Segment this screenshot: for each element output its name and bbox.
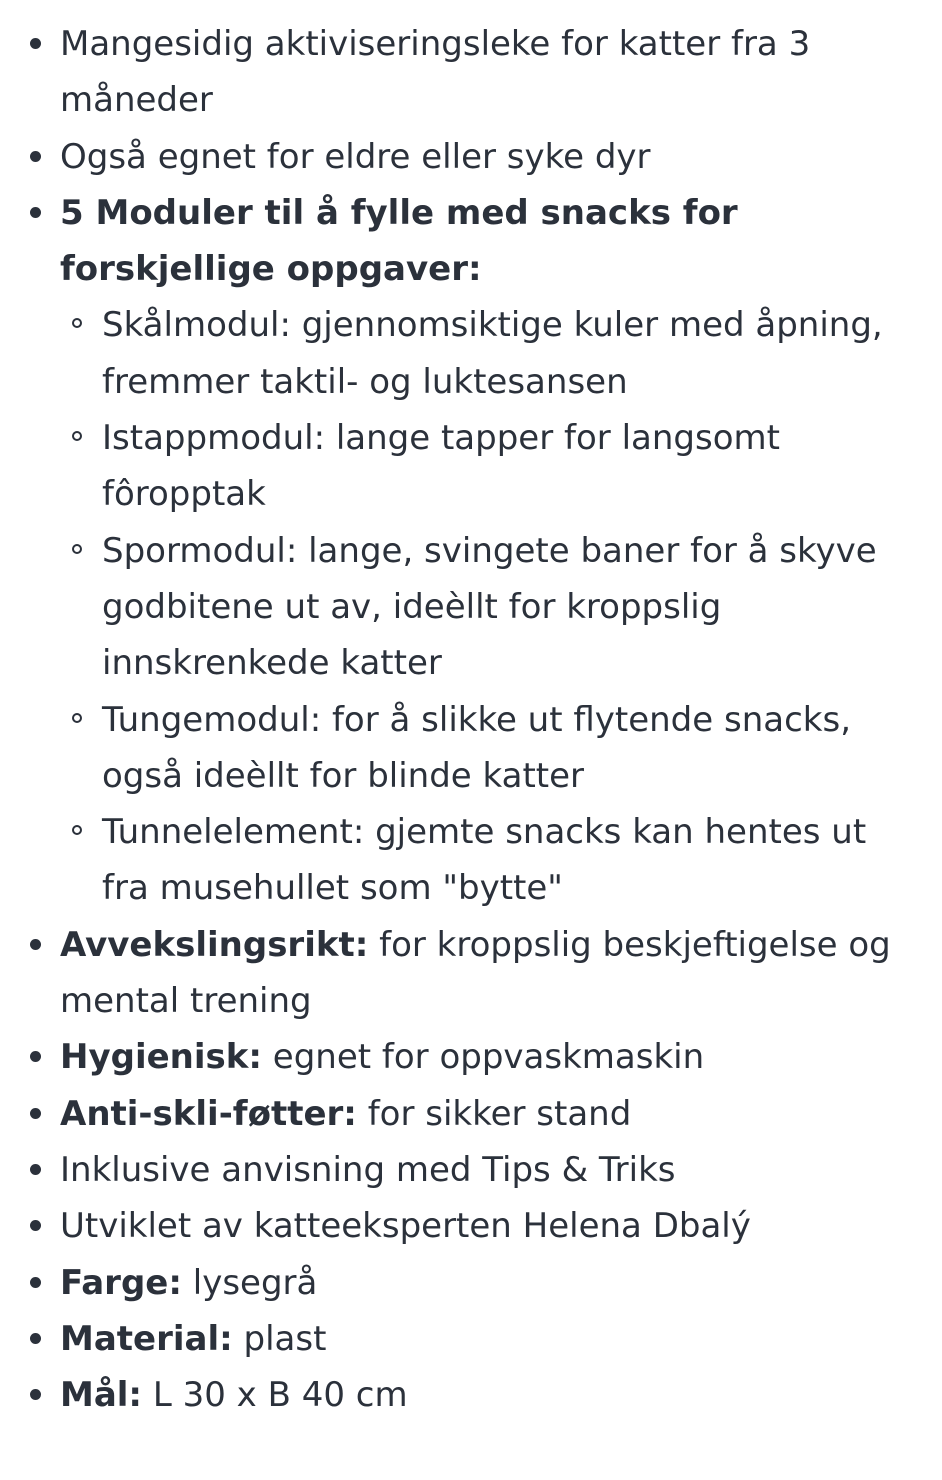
- list-item: [60, 1367, 900, 1423]
- list-item: [60, 129, 900, 185]
- list-item: [60, 1255, 900, 1311]
- list-item: [60, 917, 900, 1030]
- item-text: Inklusive anvisning med Tips & Triks: [60, 1149, 676, 1190]
- item-text: Også egnet for eldre eller syke dyr: [60, 136, 651, 177]
- module-item: Spormodul: lange, svingete baner for å skyve godbitene ut av, ideèllt for kroppslig innskrenkede katter: [102, 523, 900, 692]
- module-list: [60, 297, 900, 916]
- item-text: Utviklet av katteeksperten Helena Dbalý: [60, 1206, 751, 1247]
- list-item: [60, 185, 900, 917]
- item-label: Hygienisk:: [60, 1037, 262, 1078]
- module-item: Tunnelelement: gjemte snacks kan hentes ut fra musehullet som "bytte": [102, 804, 900, 917]
- item-label: 5 Moduler til å fylle med snacks for forskjellige oppgaver:: [60, 192, 738, 290]
- module-item: Istappmodul: lange tapper for langsomt fôropptak: [102, 410, 900, 523]
- item-label: Avvekslingsrikt:: [60, 924, 369, 965]
- list-item: [60, 1311, 900, 1367]
- item-text: L 30 x B 40 cm: [142, 1375, 408, 1416]
- item-text: plast: [232, 1318, 327, 1359]
- item-text: egnet for oppvaskmaskin: [261, 1037, 705, 1078]
- list-item: [60, 1198, 900, 1254]
- item-text: lysegrå: [181, 1262, 318, 1303]
- item-label: Material:: [60, 1318, 233, 1359]
- list-item: [60, 1086, 900, 1142]
- list-item: [60, 1029, 900, 1085]
- item-text: Mangesidig aktiviseringsleke for katter fra 3 måneder: [60, 24, 811, 121]
- item-label: Anti-skli-føtter:: [60, 1093, 357, 1134]
- module-item: Tungemodul: for å slikke ut flytende snacks, også ideèllt for blinde katter: [102, 692, 900, 805]
- item-label: Farge:: [60, 1262, 182, 1303]
- item-text: for kroppslig beskjeftigelse og mental trening: [60, 924, 891, 1022]
- item-text: for sikker stand: [356, 1093, 632, 1134]
- item-label: Mål:: [60, 1375, 143, 1416]
- list-item: [60, 1142, 900, 1198]
- list-item: [60, 16, 900, 129]
- module-item: Skålmodul: gjennomsiktige kuler med åpning, fremmer taktil- og luktesansen: [102, 297, 900, 410]
- feature-list: [0, 16, 900, 1423]
